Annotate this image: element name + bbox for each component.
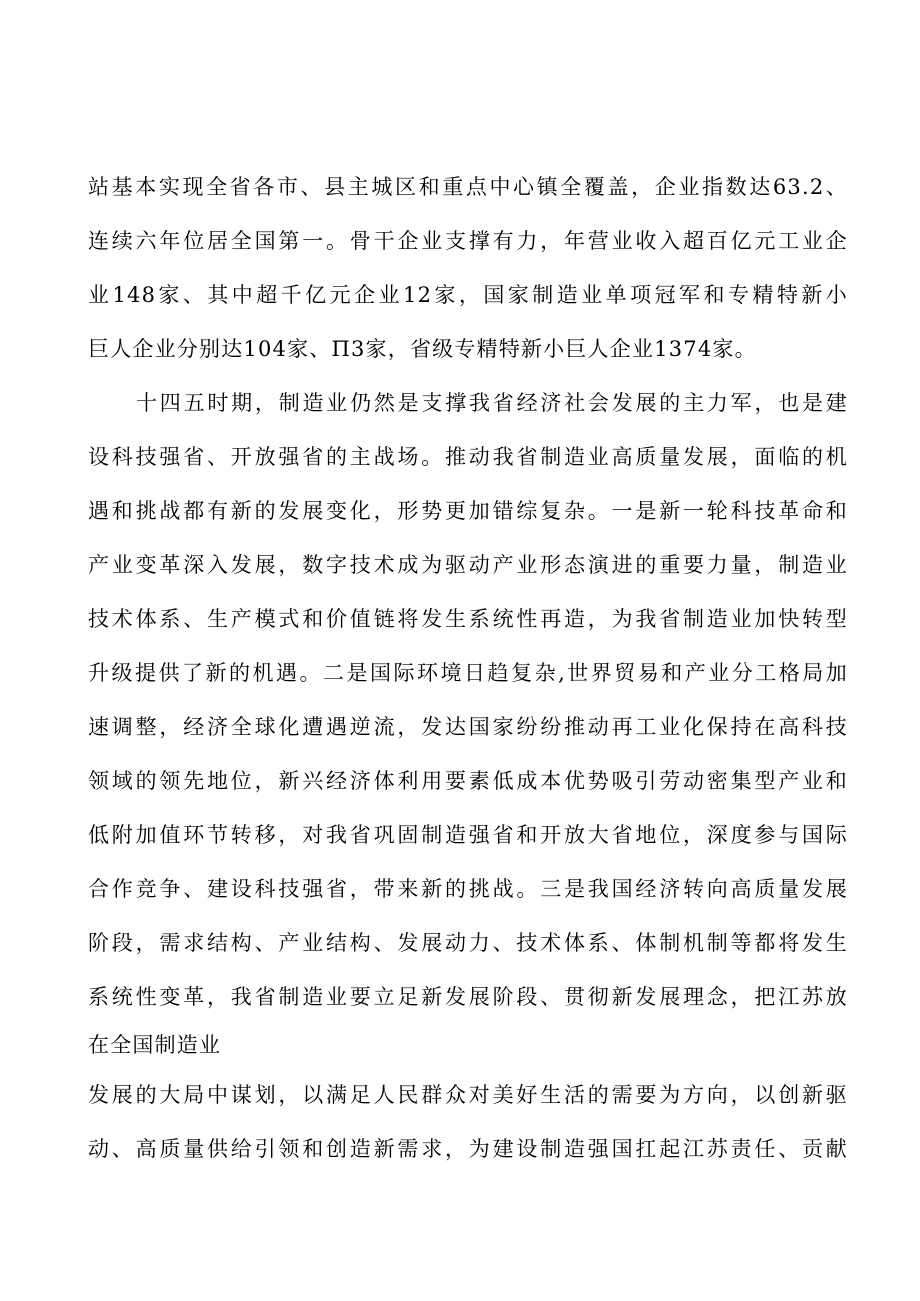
text-line-1: 站基本实现全省各市、县主城区和重点中心镇全覆盖，企业指数达63.2、 [88, 175, 848, 199]
text-line-14: 合作竞争、建设科技强省，带来新的挑战。三是我国经济转向高质量发展 [88, 877, 848, 901]
text-line-4: 巨人企业分别达104家、Π3家，省级专精特新小巨人企业1374家。 [88, 337, 757, 361]
text-line-11: 速调整，经济全球化遭遇逆流，发达国家纷纷推动再工业化保持在高科技 [88, 715, 848, 739]
text-line-15: 阶段，需求结构、产业结构、发展动力、技术体系、体制机制等都将发生 [88, 931, 848, 955]
text-line-9: 技术体系、生产模式和价值链将发生系统性再造，为我省制造业加快转型 [88, 607, 848, 631]
text-line-5: 十四五时期，制造业仍然是支撑我省经济社会发展的主力军，也是建 [136, 391, 848, 415]
text-line-13: 低附加值环节转移，对我省巩固制造强省和开放大省地位，深度参与国际 [88, 823, 848, 847]
text-line-2: 连续六年位居全国第一。骨干企业支撑有力，年营业收入超百亿元工业企 [88, 229, 848, 253]
text-line-18: 发展的大局中谋划，以满足人民群众对美好生活的需要为方向，以创新驱 [88, 1083, 848, 1107]
text-line-17: 在全国制造业 [88, 1033, 222, 1057]
text-line-8: 产业变革深入发展，数字技术成为驱动产业形态演进的重要力量，制造业 [88, 553, 848, 577]
text-line-16: 系统性变革，我省制造业要立足新发展阶段、贯彻新发展理念，把江苏放 [88, 985, 848, 1009]
text-line-3: 业148家、其中超千亿元企业12家，国家制造业单项冠军和专精特新小 [88, 283, 848, 307]
text-line-19: 动、高质量供给引领和创造新需求，为建设制造强国扛起江苏责任、贡献 [88, 1137, 848, 1161]
text-line-7: 遇和挑战都有新的发展变化，形势更加错综复杂。一是新一轮科技革命和 [88, 499, 848, 523]
text-line-6: 设科技强省、开放强省的主战场。推动我省制造业高质量发展，面临的机 [88, 445, 848, 469]
text-line-10: 升级提供了新的机遇。二是国际环境日趋复杂,世界贸易和产业分工格局加 [88, 661, 848, 685]
text-line-12: 领域的领先地位，新兴经济体利用要素低成本优势吸引劳动密集型产业和 [88, 769, 848, 793]
